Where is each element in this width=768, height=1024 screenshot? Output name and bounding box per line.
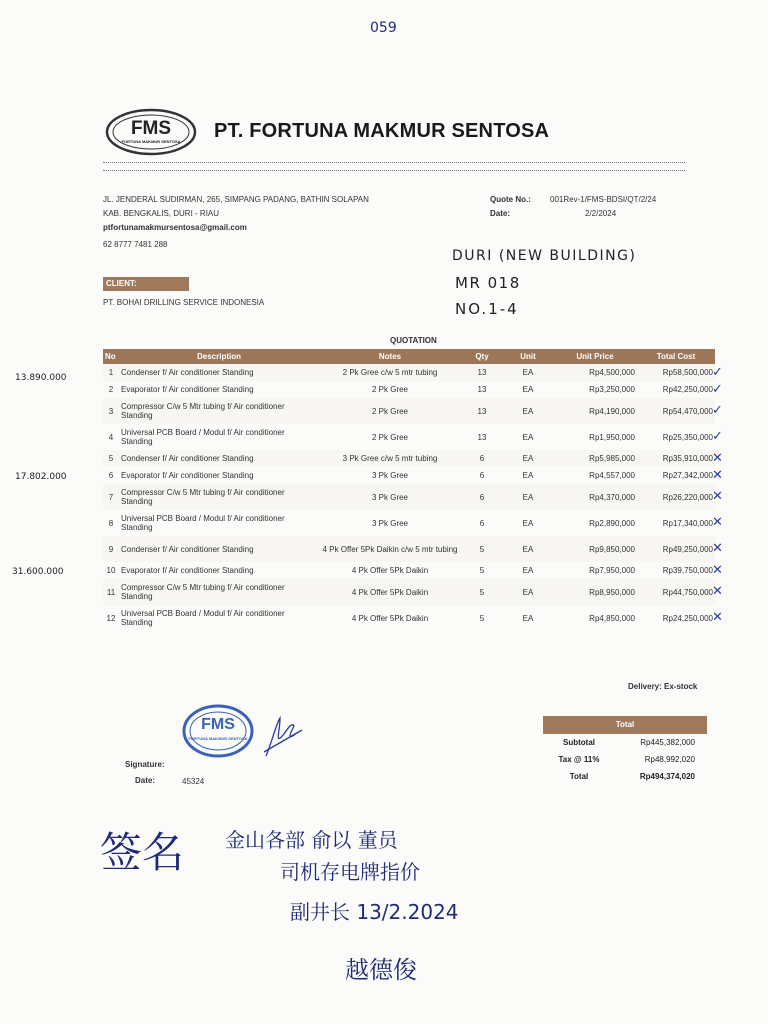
handwritten-approval-line1: 金山各部 俞以 董员: [225, 828, 398, 852]
cross-mark-icon: ✕: [712, 514, 723, 529]
table-row: [103, 562, 715, 579]
handwritten-approval-line4: 越德俊: [345, 956, 417, 984]
row-qty: 13: [477, 432, 487, 442]
totals-header: Total: [543, 716, 707, 734]
table-row: [103, 424, 715, 450]
header-divider-bottom: [103, 170, 685, 171]
subtotal-label: Subtotal: [563, 738, 595, 747]
row-unit-price: Rp1,950,000: [589, 432, 635, 442]
col-unit-price-header: Unit Price: [553, 349, 637, 364]
row-description: Compressor C/w 5 Mtr tubing f/ Air conditioner Standing: [119, 484, 319, 510]
client-label: CLIENT:: [103, 277, 189, 291]
row-unit-price: Rp8,950,000: [553, 579, 637, 605]
table-row: [103, 510, 715, 536]
signature-date-value: 45324: [182, 777, 205, 786]
row-qty: 5: [461, 579, 503, 605]
row-unit-price: Rp7,950,000: [589, 566, 635, 575]
handwritten-location: DURI (NEW BUILDING): [452, 248, 637, 264]
row-no: 1: [103, 364, 119, 381]
table-row: [103, 467, 715, 484]
row-description: Evaporator f/ Air conditioner Standing: [121, 385, 254, 394]
handwritten-side-total-1: 13.890.000: [15, 373, 67, 383]
row-total-cost: Rp17,340,000: [662, 518, 713, 528]
row-unit: EA: [522, 385, 534, 394]
col-unit-header: Unit: [503, 349, 553, 364]
row-total-cost: Rp26,220,000: [637, 484, 715, 510]
check-mark-icon: ✓: [712, 380, 723, 396]
handwritten-signature-scribble: [258, 712, 308, 762]
row-unit: EA: [503, 398, 553, 424]
handwritten-signature-1: 签名: [100, 828, 185, 877]
row-description: Universal PCB Board / Modul f/ Air conditioner Standing: [121, 514, 285, 532]
subtotal-value: Rp445,382,000: [640, 738, 695, 747]
row-no: 10: [106, 566, 116, 575]
quote-date-value: 2/2/2024: [585, 209, 617, 218]
cross-mark-icon: ✕: [712, 583, 723, 598]
check-mark-icon: ✓: [712, 363, 723, 379]
row-unit-price: Rp4,850,000: [589, 613, 635, 623]
tax-row: [543, 751, 707, 768]
row-description: Evaporator f/ Air conditioner Standing: [121, 566, 254, 575]
row-notes: 3 Pk Gree: [319, 484, 461, 510]
row-notes: 2 Pk Gree: [319, 398, 461, 424]
row-total-cost: Rp27,342,000: [662, 471, 713, 480]
row-description: Condenser f/ Air conditioner Standing: [119, 536, 319, 562]
row-description: Condenser f/ Air conditioner Standing: [119, 450, 319, 467]
row-qty: 6: [479, 471, 485, 480]
table-row: [103, 398, 715, 424]
row-qty: 5: [461, 536, 503, 562]
row-no: 12: [106, 613, 116, 623]
col-total-cost-header: Total Cost: [637, 349, 715, 364]
quote-date-label: Date:: [490, 209, 511, 218]
handwritten-side-total-2: 17.802.000: [15, 472, 67, 482]
row-qty: 5: [479, 566, 485, 575]
row-no: 11: [103, 579, 119, 605]
tax-value: Rp48,992,020: [644, 755, 695, 764]
tax-label: Tax @ 11%: [558, 755, 600, 764]
table-header-row: [103, 349, 715, 364]
quotation-title: QUOTATION: [390, 336, 437, 345]
table-row: [103, 484, 715, 510]
row-total-cost: Rp58,500,000: [637, 364, 715, 381]
row-unit: EA: [522, 432, 534, 442]
company-email: ptfortunamakmursentosa@gmail.com: [103, 223, 247, 232]
table-row: [103, 605, 715, 631]
row-qty: 5: [479, 613, 485, 623]
table-row: [103, 450, 715, 467]
row-no: 7: [103, 484, 119, 510]
quote-no-label: Quote No.:: [490, 195, 531, 204]
row-notes: 3 Pk Gree: [371, 518, 408, 528]
row-total-cost: Rp39,750,000: [662, 566, 713, 575]
row-notes: 4 Pk Offer 5Pk Daikin: [319, 579, 461, 605]
row-notes: 4 Pk Offer 5Pk Daikin: [351, 566, 429, 575]
cross-mark-icon: ✕: [712, 488, 723, 503]
row-notes: 3 Pk Gree c/w 5 mtr tubing: [319, 450, 461, 467]
cross-mark-icon: ✕: [712, 449, 723, 465]
company-logo: [105, 108, 197, 156]
row-unit-price: Rp9,850,000: [553, 536, 637, 562]
grand-total-label: Total: [569, 772, 589, 781]
handwritten-approval-line3: 副井长 13/2.2024: [290, 900, 459, 924]
handwritten-approval-line2: 司机存电牌指价: [280, 860, 420, 884]
row-qty: 13: [477, 385, 487, 394]
table-row: [103, 364, 715, 381]
address-line2: KAB. BENGKALIS, DURI - RIAU: [103, 209, 220, 218]
row-qty: 6: [461, 484, 503, 510]
row-description: Evaporator f/ Air conditioner Standing: [121, 471, 254, 480]
col-description-header: Description: [119, 349, 319, 364]
signature-label: Signature:: [125, 760, 165, 769]
handwritten-side-total-3: 31.600.000: [12, 567, 64, 577]
row-unit: EA: [522, 613, 534, 623]
row-unit: EA: [522, 566, 534, 575]
check-mark-icon: ✓: [712, 428, 723, 443]
row-unit: EA: [522, 518, 534, 528]
quotation-table: [103, 349, 715, 631]
stamp-text: FMS: [201, 716, 235, 733]
cross-mark-icon: ✕: [712, 466, 723, 482]
handwritten-mr: MR 018: [455, 274, 521, 292]
row-total-cost: Rp24,250,000: [662, 613, 713, 623]
table-row: [103, 536, 715, 562]
row-notes: 2 Pk Gree: [371, 432, 408, 442]
row-unit-price: Rp4,370,000: [553, 484, 637, 510]
col-no-header: No: [103, 349, 119, 364]
company-phone: 62 8777 7481 288: [103, 240, 168, 249]
grand-total-value: Rp494,374,020: [639, 772, 695, 781]
row-unit: EA: [503, 450, 553, 467]
row-no: 3: [103, 398, 119, 424]
row-qty: 13: [461, 364, 503, 381]
row-notes: 3 Pk Gree: [371, 471, 408, 480]
row-unit: EA: [522, 471, 534, 480]
check-mark-icon: ✓: [712, 402, 723, 417]
col-notes-header: Notes: [319, 349, 461, 364]
row-no: 5: [103, 450, 119, 467]
row-total-cost: Rp42,250,000: [662, 385, 713, 394]
subtotal-row: [543, 734, 707, 751]
row-unit-price: Rp4,557,000: [589, 471, 635, 480]
row-unit: EA: [503, 579, 553, 605]
row-total-cost: Rp54,470,000: [637, 398, 715, 424]
row-total-cost: Rp44,750,000: [637, 579, 715, 605]
row-unit-price: Rp3,250,000: [589, 385, 635, 394]
row-total-cost: Rp25,350,000: [662, 432, 713, 442]
company-name: PT. FORTUNA MAKMUR SENTOSA: [214, 120, 550, 142]
cross-mark-icon: ✕: [712, 540, 723, 555]
row-unit-price: Rp4,500,000: [553, 364, 637, 381]
row-no: 6: [108, 471, 114, 480]
row-no: 4: [108, 432, 114, 442]
row-total-cost: Rp49,250,000: [637, 536, 715, 562]
grand-total-row: [543, 768, 707, 785]
row-description: Compressor C/w 5 Mtr tubing f/ Air conditioner Standing: [119, 579, 319, 605]
stamp-subtext: FORTUNA MAKMUR SENTOSA: [188, 736, 248, 741]
row-unit: EA: [503, 484, 553, 510]
client-name: PT. BOHAI DRILLING SERVICE INDONESIA: [103, 298, 265, 307]
signature-date-label: Date:: [135, 776, 156, 785]
row-no: 8: [108, 518, 114, 528]
company-stamp: [182, 704, 254, 758]
logo-text: FMS: [130, 118, 172, 139]
col-qty-header: Qty: [461, 349, 503, 364]
row-description: Universal PCB Board / Modul f/ Air conditioner Standing: [121, 428, 285, 446]
totals-box: [543, 716, 707, 785]
row-qty: 13: [461, 398, 503, 424]
row-unit-price: Rp5,985,000: [553, 450, 637, 467]
row-qty: 6: [461, 450, 503, 467]
logo-subtext: FORTUNA MAKMUR SENTOSA: [121, 139, 181, 144]
table-row: [103, 381, 715, 398]
page-number-note: 059: [370, 20, 397, 36]
row-notes: 4 Pk Offer 5Pk Daikin: [351, 613, 429, 623]
row-notes: 2 Pk Gree: [371, 385, 408, 394]
row-no: 2: [108, 385, 114, 394]
row-unit: EA: [503, 536, 553, 562]
row-unit-price: Rp2,890,000: [589, 518, 635, 528]
quote-no-value: 001Rev-1/FMS-BDSI/QT/2/24: [550, 195, 657, 204]
header-divider-top: [103, 162, 685, 163]
row-total-cost: Rp35,910,000: [637, 450, 715, 467]
row-unit: EA: [503, 364, 553, 381]
row-qty: 6: [479, 518, 485, 528]
cross-mark-icon: ✕: [712, 561, 723, 577]
row-notes: 4 Pk Offer 5Pk Daikin c/w 5 mtr tubing: [319, 536, 461, 562]
row-notes: 2 Pk Gree c/w 5 mtr tubing: [319, 364, 461, 381]
cross-mark-icon: ✕: [712, 609, 723, 624]
address-line1: JL. JENDERAL SUDIRMAN, 265, SIMPANG PADANG, BATHIN SOLAPAN: [103, 195, 369, 204]
handwritten-no: NO.1-4: [455, 300, 519, 318]
delivery-terms: Delivery: Ex-stock: [628, 682, 698, 691]
row-description: Compressor C/w 5 Mtr tubing f/ Air conditioner Standing: [119, 398, 319, 424]
row-description: Universal PCB Board / Modul f/ Air conditioner Standing: [121, 609, 285, 627]
row-no: 9: [103, 536, 119, 562]
table-row: [103, 579, 715, 605]
row-unit-price: Rp4,190,000: [553, 398, 637, 424]
row-description: Condenser f/ Air conditioner Standing: [119, 364, 319, 381]
